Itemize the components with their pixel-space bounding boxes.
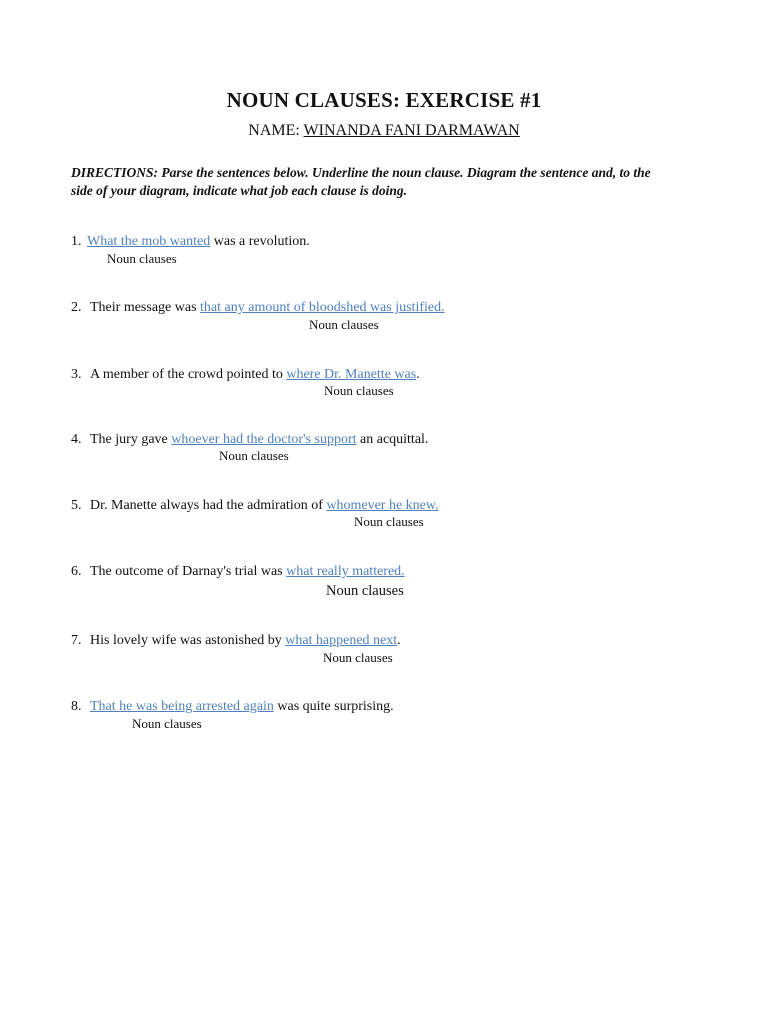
noun-clause: What the mob wanted — [87, 234, 211, 249]
clause-note-2: Noun clauses — [309, 317, 379, 332]
noun-clause: That he was being arrested again — [90, 699, 274, 714]
sentence-8 — [71, 699, 394, 715]
noun-clause: where Dr. Manette was — [286, 367, 417, 382]
clause-note-4: Noun clauses — [219, 448, 289, 463]
name-label: NAME: — [248, 122, 300, 139]
sentence-4 — [71, 432, 428, 448]
directions-text: DIRECTIONS: Parse the sentences below. Underline the noun clause. Diagram the sentence and, to the side of your diagram, indicate what job each clause is doing. — [71, 165, 651, 198]
clause-note-1: Noun clauses — [107, 251, 177, 266]
sentence-text-before: A member of the crowd pointed to — [90, 367, 287, 382]
sentence-1 — [71, 234, 310, 250]
noun-clause: what really mattered. — [286, 564, 405, 579]
clause-note-7: Noun clauses — [323, 650, 393, 665]
noun-clause: whoever had the doctor's support — [171, 432, 357, 447]
sentence-text-before: Dr. Manette always had the admiration of — [90, 498, 327, 513]
clause-note-3: Noun clauses — [324, 383, 394, 398]
sentence-text-before: Their message was — [90, 300, 201, 315]
noun-clause: whomever he knew. — [326, 498, 439, 513]
sentence-number: 7. — [71, 633, 82, 648]
sentence-text-after: an acquittal. — [356, 432, 429, 447]
sentence-text-after: was quite surprising. — [273, 699, 394, 714]
sentence-number: 8. — [71, 699, 82, 714]
sentence-5 — [71, 498, 439, 514]
sentence-text-after: . — [416, 367, 420, 382]
sentence-text-before: The outcome of Darnay's trial was — [90, 564, 287, 579]
sentence-2 — [71, 300, 445, 316]
sentence-number: 5. — [71, 498, 82, 513]
sentence-3 — [71, 367, 420, 383]
sentence-7 — [71, 633, 401, 649]
sentence-text-before: His lovely wife was astonished by — [90, 633, 286, 648]
clause-note-6: Noun clauses — [326, 583, 404, 599]
sentence-text-after: was a revolution. — [210, 234, 310, 249]
noun-clause: what happened next — [285, 633, 398, 648]
name-value: WINANDA FANI DARMAWAN — [303, 122, 520, 139]
noun-clause: that any amount of bloodshed was justified. — [200, 300, 445, 315]
sentence-number: 6. — [71, 564, 82, 579]
clause-note-8: Noun clauses — [132, 716, 202, 731]
student-name-line — [0, 122, 768, 140]
sentence-text-after: . — [397, 633, 401, 648]
sentence-number: 1. — [71, 234, 82, 249]
clause-note-5: Noun clauses — [354, 514, 424, 529]
sentence-number: 4. — [71, 432, 82, 447]
sentence-number: 2. — [71, 300, 82, 315]
sentence-text-before: The jury gave — [90, 432, 172, 447]
sentence-number: 3. — [71, 367, 82, 382]
sentence-6 — [71, 564, 405, 580]
page-title: NOUN CLAUSES: EXERCISE #1 — [226, 88, 542, 112]
